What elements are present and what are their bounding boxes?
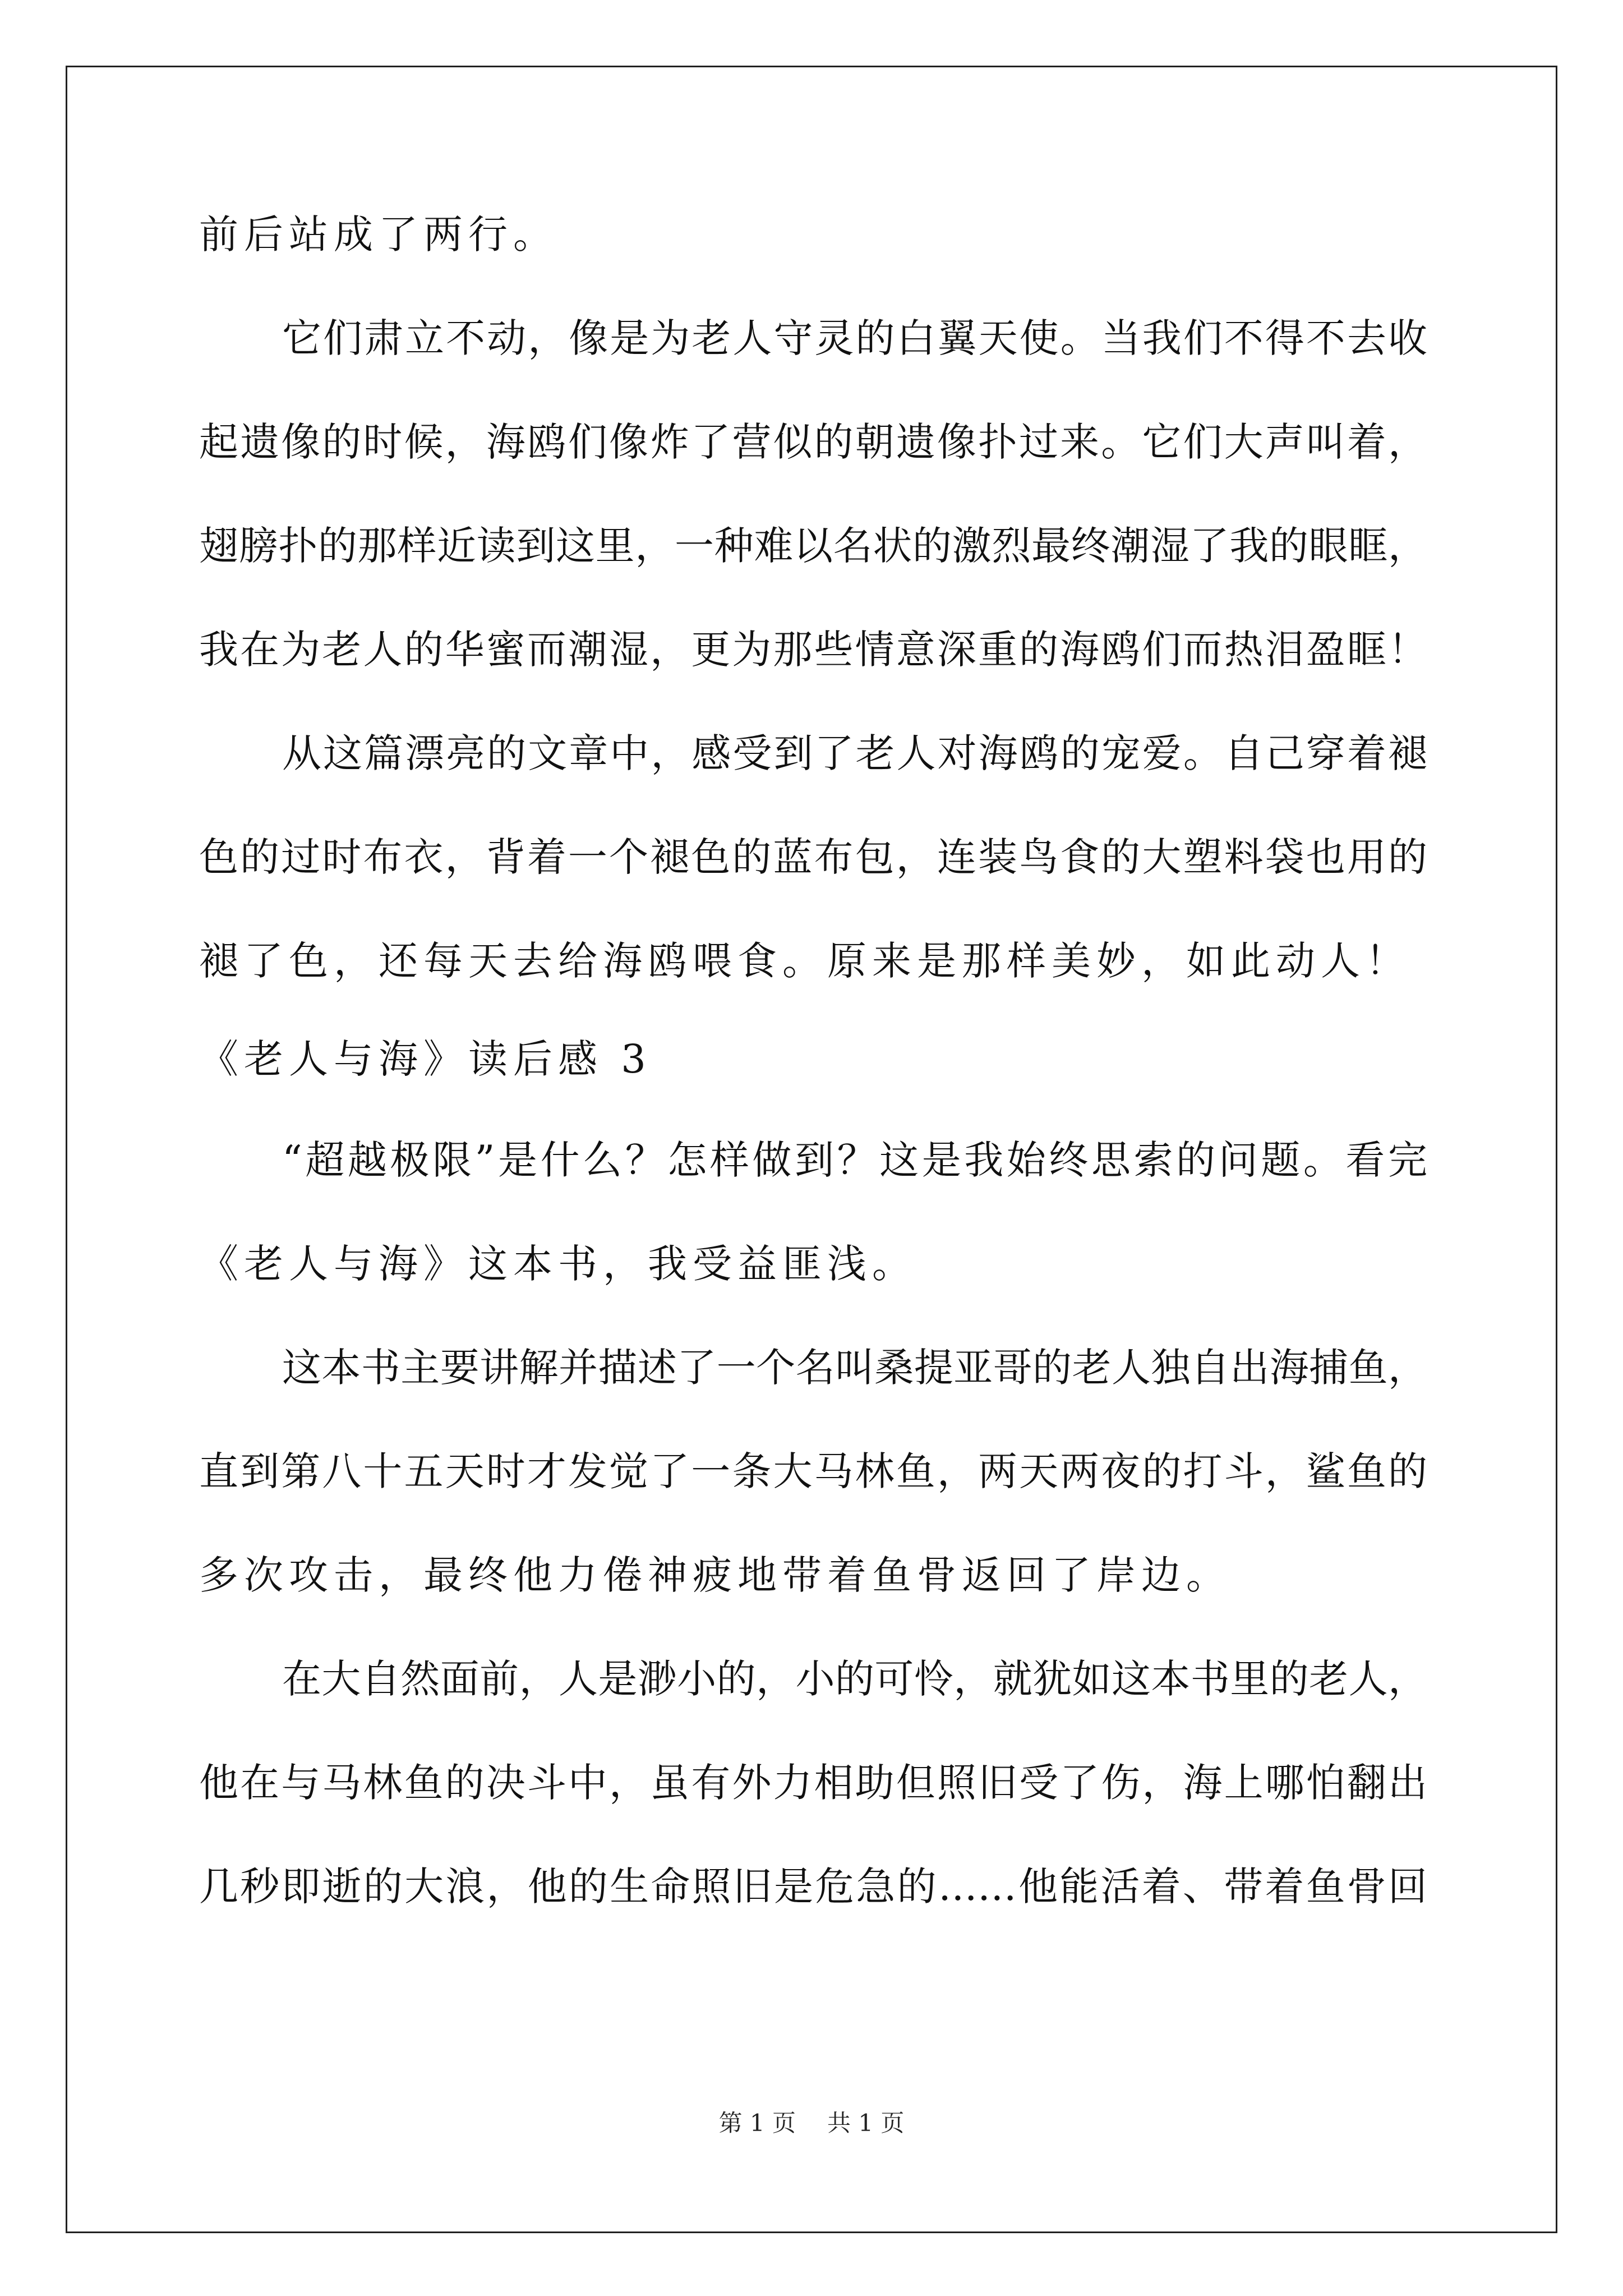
page-total: 共 1 页 [827, 2109, 905, 2137]
section-heading: 《老人与海》读后感 3 [199, 1036, 652, 1082]
text-line: 多次攻击，最终他力倦神疲地带着鱼骨返回了岸边。 [199, 1552, 1231, 1598]
text-line: 我在为老人的华蜜而潮湿，更为那些情意深重的海鸥们而热泪盈眶！ [199, 627, 1427, 673]
text-line: 这本书主要讲解并描述了一个名叫桑提亚哥的老人独自出海捕鱼， [282, 1345, 1427, 1391]
text-line: 几秒即逝的大浪，他的生命照旧是危急的……他能活着、带着鱼骨回 [199, 1864, 1427, 1910]
text-line: 在大自然面前，人是渺小的，小的可怜，就犹如这本书里的老人， [282, 1656, 1427, 1702]
text-line: 直到第八十五天时才发觉了一条大马林鱼，两天两夜的打斗，鲨鱼的 [199, 1448, 1427, 1494]
text-line: 翅膀扑的那样近读到这里，一种难以名状的激烈最终潮湿了我的眼眶， [199, 523, 1427, 569]
page-footer [0, 2106, 1623, 2140]
page-number: 第 1 页 [718, 2109, 796, 2137]
text-line: 前后站成了两行。 [199, 211, 558, 257]
text-line: 色的过时布衣，背着一个褪色的蓝布包，连装鸟食的大塑料袋也用的 [199, 834, 1427, 880]
text-line: 他在与马林鱼的决斗中，虽有外力相助但照旧受了伤，海上哪怕翻出 [199, 1760, 1427, 1806]
text-line: 它们肃立不动，像是为老人守灵的白翼天使。当我们不得不去收 [282, 315, 1427, 361]
text-line: “超越极限”是什么？怎样做到？这是我始终思索的问题。看完 [282, 1137, 1427, 1183]
text-line: 起遗像的时候，海鸥们像炸了营似的朝遗像扑过来。它们大声叫着， [199, 419, 1427, 465]
text-line: 褪了色，还每天去给海鸥喂食。原来是那样美妙，如此动人！ [199, 938, 1410, 984]
text-line: 从这篇漂亮的文章中，感受到了老人对海鸥的宠爱。自己穿着褪 [282, 730, 1427, 776]
text-line: 《老人与海》这本书，我受益匪浅。 [199, 1241, 917, 1287]
